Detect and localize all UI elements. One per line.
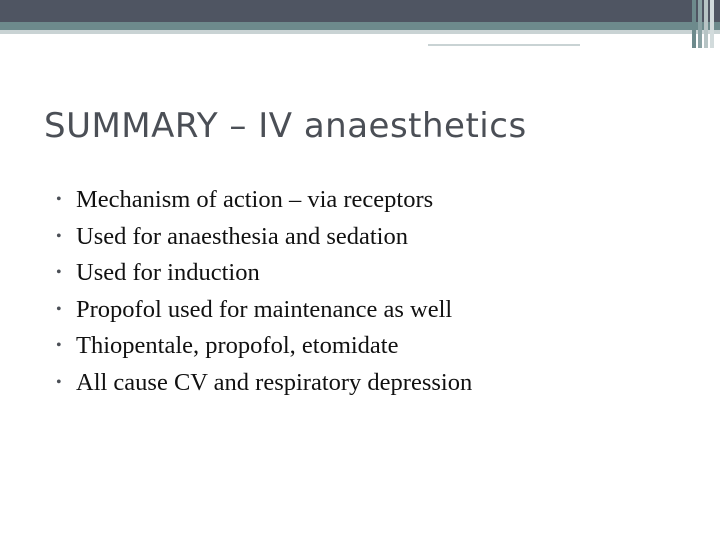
header-right-stripes — [692, 0, 720, 48]
stripe — [692, 0, 696, 48]
bullet-dot: • — [56, 227, 62, 245]
bullet-text: All cause CV and respiratory depression — [76, 368, 473, 396]
bullet-text: Mechanism of action – via receptors — [76, 186, 434, 213]
bullet-item — [56, 219, 472, 256]
bullet-text: Propofol used for maintenance as well — [76, 295, 453, 323]
bullet-text: Thiopentale, propofol, etomidate — [76, 332, 399, 359]
bullet-dot: • — [56, 264, 62, 281]
bullet-item — [56, 182, 472, 219]
header-accent-band — [0, 22, 720, 30]
header-light-line — [0, 30, 720, 34]
header-thin-line — [428, 44, 580, 46]
bullet-text: Used for induction — [76, 259, 260, 286]
bullet-dot: • — [56, 300, 62, 318]
stripe — [704, 0, 708, 48]
header-dark-bar — [0, 0, 720, 22]
bullet-dot: • — [56, 191, 62, 208]
slide-title: SUMMARY – IV anaesthetics — [44, 106, 527, 146]
stripe — [698, 0, 702, 48]
bullet-text: Used for anaesthesia and sedation — [76, 222, 408, 250]
bullet-item — [56, 365, 472, 402]
stripe — [710, 0, 714, 48]
bullet-item — [56, 328, 472, 365]
bullet-list — [56, 182, 472, 401]
bullet-item — [56, 255, 472, 292]
bullet-dot: • — [56, 373, 62, 391]
bullet-item — [56, 292, 472, 329]
bullet-dot: • — [56, 337, 62, 354]
